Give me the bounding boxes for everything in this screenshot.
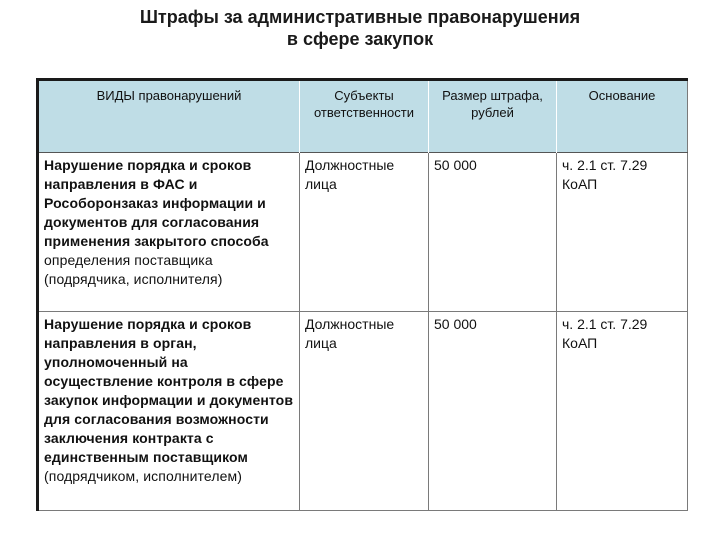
header-violation-types: ВИДЫ правонарушений [38, 80, 300, 153]
violation-cell [38, 312, 300, 511]
header-legal-basis: Основание [557, 80, 688, 153]
table-row [38, 153, 688, 312]
subject-cell: Должностные лица [300, 153, 429, 312]
title-line-1: Штрафы за административные правонарушения [139, 7, 581, 27]
basis-cell: ч. 2.1 ст. 7.29 КоАП [557, 153, 688, 312]
table-header-row [38, 80, 688, 153]
violation-text-bold: Нарушение порядка и сроков направления в ФАС и Рособоронзаказ информации и документов для согласования применения закрытого способа [44, 157, 269, 249]
header-responsible-subjects: Субъекты ответственности [300, 80, 429, 153]
violation-text-bold: Нарушение порядка и сроков направления в орган, уполномоченный на осуществление контроля в сфере закупок информации и документов для согласования возможности заключения контракта с единственным поставщиком [44, 316, 294, 465]
fine-cell: 50 000 [429, 153, 557, 312]
subject-cell: Должностные лица [300, 312, 429, 511]
fines-table [36, 78, 688, 511]
header-fine-amount: Размер штрафа, рублей [429, 80, 557, 153]
title-line-2: в сфере закупок [286, 29, 434, 49]
violation-text-normal: определения поставщика (подрядчика, исполнителя) [44, 252, 223, 287]
page-title [0, 6, 720, 50]
violation-cell [38, 153, 300, 312]
fine-cell: 50 000 [429, 312, 557, 511]
basis-cell: ч. 2.1 ст. 7.29 КоАП [557, 312, 688, 511]
violation-text-normal: (подрядчиком, исполнителем) [44, 468, 242, 484]
table-row [38, 312, 688, 511]
